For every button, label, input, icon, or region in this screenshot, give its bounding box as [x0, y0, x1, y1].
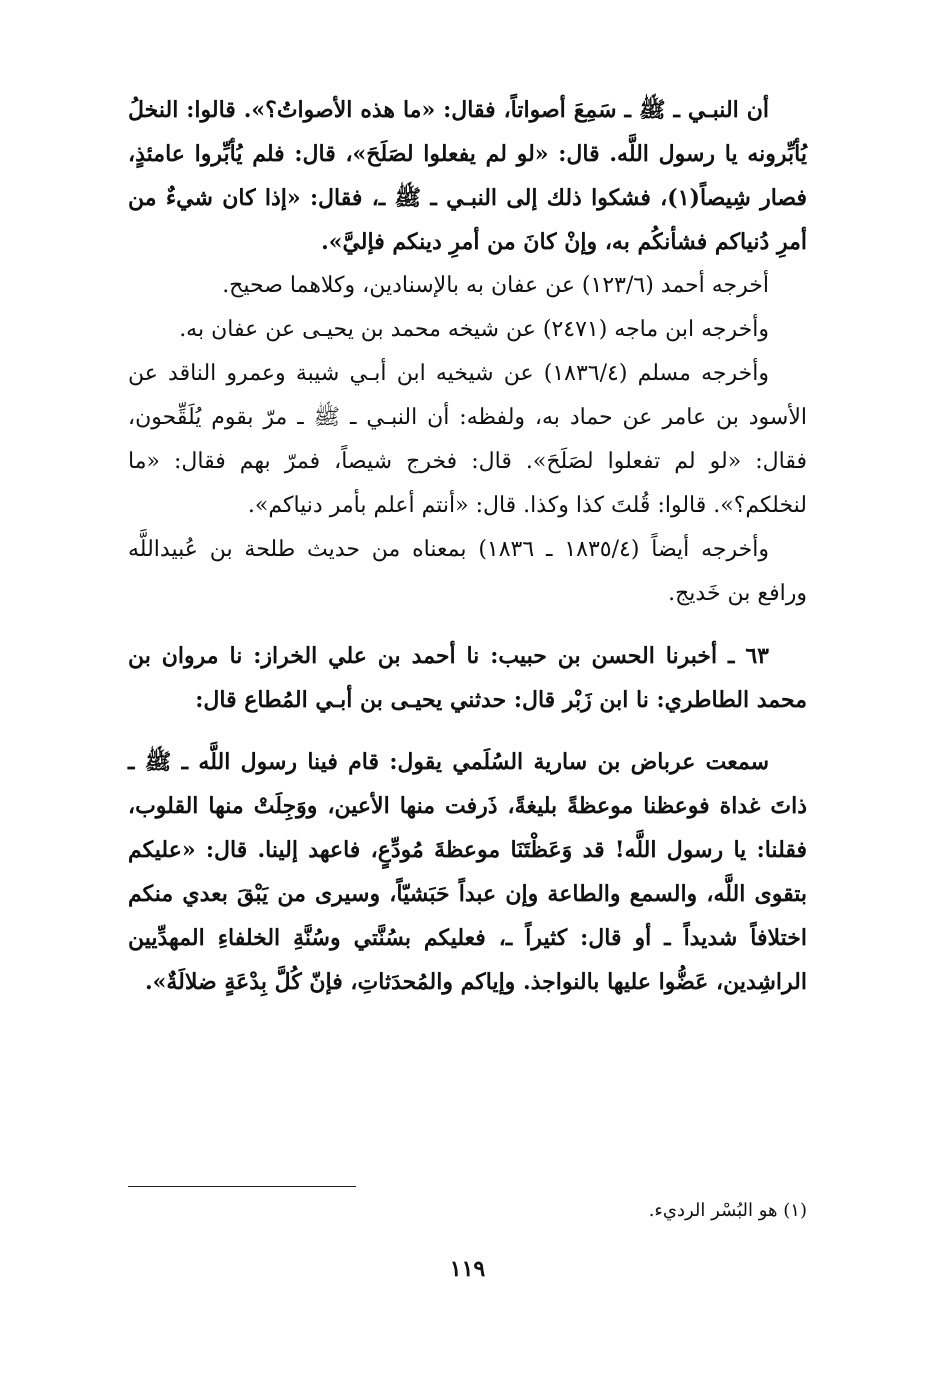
- footnote-divider: [128, 1186, 356, 1187]
- hadith-62-text: أن النبـي ـ ﷺ ـ سَمِعَ أصواتاً، فقال: «ما هذه الأصواتُ؟». قالوا: النخلُ يُأبِّرونه يا رسول اللَّه. قال: «لو لم يفعلوا لصَلَحَ»، قال: فلم يُأبِّروا عامئذٍ، فصار شِيصاً(١)، فشكوا ذلك إلى النبـي ـ ﷺ ـ، فقال: «إذا كان شيءٌ من أمرِ دُنياكم فشأنكُم به، وإنْ كانَ من أمرِ دينكم فإليَّ».: [128, 97, 808, 255]
- takhrij-muslim-also: وأخرجه أيضاً (١٨٣٥/٤ ـ ١٨٣٦) بمعناه من حديث طلحة بن عُبيداللَّه ورافع بن خَديج.: [128, 537, 807, 606]
- takhrij-muslim: وأخرجه مسلم (١٨٣٦/٤) عن شيخيه ابن أبـي شيبة وعمرو الناقد عن الأسود بن عامر عن حماد به، ولفظه: أن النبـي ـ ﷺ ـ مرّ بقوم يُلَقِّحون، فقال: «لو لم تفعلوا لصَلَحَ». قال: فخرج شيصاً، فمرّ بهم فقال: «ما لنخلكم؟». قالوا: قُلتَ كذا وكذا. قال: «أنتم أعلم بأمر دنياكم».: [128, 361, 807, 518]
- hadith-63-isnad: ٦٣ ـ أخبرنا الحسن بن حبيب: نا أحمد بن علي الخراز: نا مروان بن محمد الطاطري: نا ابن زَبْر قال: حدثني يحيـى بن أبـي المُطاع قال:: [128, 643, 807, 713]
- main-text: [128, 88, 807, 1004]
- book-page: [128, 88, 807, 1333]
- takhrij-ahmad: أخرجه أحمد (١٢٣/٦) عن عفان به بالإسنادين، وكلاهما صحيح.: [222, 273, 769, 298]
- hadith-63-text: سمعت عرباض بن سارية السُلَمي يقول: قام فينا رسول اللَّه ـ ﷺ ـ ذاتَ غداة فوعظنا موعظةً بليغةً، ذَرفت منها الأعين، ووَجِلَتْ منها القلوب، فقلنا: يا رسول اللَّه! قد وَعَظْتَنَا موعظةَ مُودِّعٍ، فاعهد إلينا. قال: «عليكم بتقوى اللَّه، والسمع والطاعة وإن عبداً حَبَشيّاً، وسيرى من يَبْقَ بعدي منكم اختلافاً شديداً ـ أو قال: كثيراً ـ، فعليكم بسُنَّتي وسُنَّةِ الخلفاءِ المهدِّيين الراشِدين، عَضُّوا عليها بالنواجذ. وإياكم والمُحدَثاتِ، فإنّ كُلَّ بِدْعَةٍ ضلالَةٌ».: [128, 749, 807, 995]
- footnote: (١) هو البُسْر الرديء.: [648, 1200, 807, 1221]
- takhrij-ibn-majah: وأخرجه ابن ماجه (٢٤٧١) عن شيخه محمد بن يحيـى عن عفان به.: [179, 317, 769, 342]
- page-number: ١١٩: [449, 1256, 486, 1282]
